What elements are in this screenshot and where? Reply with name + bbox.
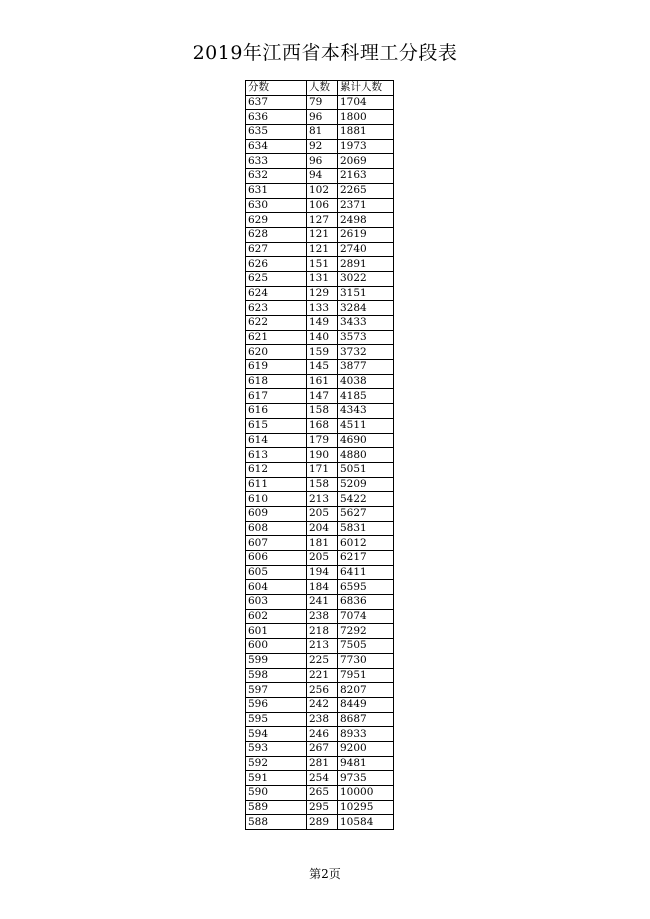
table-row <box>246 727 394 742</box>
table-row <box>246 741 394 756</box>
table-row <box>246 286 394 301</box>
score-cell: 615 <box>246 418 307 433</box>
count-cell: 94 <box>307 169 338 184</box>
cumulative-cell: 8449 <box>338 697 394 712</box>
table-row <box>246 448 394 463</box>
cumulative-cell: 9481 <box>338 756 394 771</box>
table-row <box>246 301 394 316</box>
table-row <box>246 477 394 492</box>
table-row <box>246 639 394 654</box>
table-row <box>246 536 394 551</box>
count-cell: 147 <box>307 389 338 404</box>
cumulative-cell: 2619 <box>338 227 394 242</box>
cumulative-cell: 7292 <box>338 624 394 639</box>
score-cell: 626 <box>246 257 307 272</box>
score-cell: 600 <box>246 639 307 654</box>
count-cell: 149 <box>307 316 338 331</box>
table-row <box>246 624 394 639</box>
score-cell: 594 <box>246 727 307 742</box>
score-cell: 606 <box>246 551 307 566</box>
table-row <box>246 800 394 815</box>
table-row <box>246 154 394 169</box>
score-cell: 636 <box>246 110 307 125</box>
count-cell: 79 <box>307 95 338 110</box>
score-cell: 637 <box>246 95 307 110</box>
table-row <box>246 815 394 830</box>
count-cell: 289 <box>307 815 338 830</box>
score-cell: 599 <box>246 653 307 668</box>
table-row <box>246 609 394 624</box>
cumulative-cell: 8933 <box>338 727 394 742</box>
cumulative-cell: 7074 <box>338 609 394 624</box>
count-cell: 184 <box>307 580 338 595</box>
count-cell: 205 <box>307 506 338 521</box>
cumulative-cell: 1704 <box>338 95 394 110</box>
count-cell: 102 <box>307 183 338 198</box>
cumulative-cell: 3877 <box>338 360 394 375</box>
count-cell: 158 <box>307 477 338 492</box>
table-row <box>246 139 394 154</box>
score-cell: 633 <box>246 154 307 169</box>
score-cell: 623 <box>246 301 307 316</box>
cumulative-cell: 4690 <box>338 433 394 448</box>
count-cell: 194 <box>307 565 338 580</box>
header-count: 人数 <box>307 81 338 96</box>
score-cell: 628 <box>246 227 307 242</box>
table-row <box>246 316 394 331</box>
table-row <box>246 330 394 345</box>
count-cell: 254 <box>307 771 338 786</box>
score-cell: 621 <box>246 330 307 345</box>
table-row <box>246 360 394 375</box>
cumulative-cell: 2891 <box>338 257 394 272</box>
score-cell: 591 <box>246 771 307 786</box>
cumulative-cell: 6411 <box>338 565 394 580</box>
table-row <box>246 271 394 286</box>
count-cell: 281 <box>307 756 338 771</box>
count-cell: 92 <box>307 139 338 154</box>
cumulative-cell: 1881 <box>338 125 394 140</box>
cumulative-cell: 4343 <box>338 404 394 419</box>
score-cell: 627 <box>246 242 307 257</box>
count-cell: 133 <box>307 301 338 316</box>
page-title: 2019年江西省本科理工分段表 <box>192 42 458 64</box>
cumulative-cell: 5051 <box>338 462 394 477</box>
cumulative-cell: 5422 <box>338 492 394 507</box>
table-row <box>246 389 394 404</box>
count-cell: 158 <box>307 404 338 419</box>
score-cell: 625 <box>246 271 307 286</box>
count-cell: 181 <box>307 536 338 551</box>
count-cell: 190 <box>307 448 338 463</box>
table-row <box>246 712 394 727</box>
cumulative-cell: 10295 <box>338 800 394 815</box>
score-cell: 603 <box>246 595 307 610</box>
score-cell: 630 <box>246 198 307 213</box>
count-cell: 218 <box>307 624 338 639</box>
count-cell: 159 <box>307 345 338 360</box>
cumulative-cell: 4880 <box>338 448 394 463</box>
score-cell: 616 <box>246 404 307 419</box>
score-cell: 598 <box>246 668 307 683</box>
table-row <box>246 198 394 213</box>
count-cell: 151 <box>307 257 338 272</box>
score-cell: 589 <box>246 800 307 815</box>
cumulative-cell: 2163 <box>338 169 394 184</box>
score-distribution-table <box>245 80 394 830</box>
cumulative-cell: 3284 <box>338 301 394 316</box>
score-cell: 635 <box>246 125 307 140</box>
table-row <box>246 418 394 433</box>
count-cell: 161 <box>307 374 338 389</box>
table-row <box>246 183 394 198</box>
table-row <box>246 374 394 389</box>
table-row <box>246 521 394 536</box>
score-cell: 619 <box>246 360 307 375</box>
table-row <box>246 786 394 801</box>
cumulative-cell: 2069 <box>338 154 394 169</box>
cumulative-cell: 5831 <box>338 521 394 536</box>
count-cell: 168 <box>307 418 338 433</box>
score-cell: 588 <box>246 815 307 830</box>
count-cell: 221 <box>307 668 338 683</box>
score-cell: 617 <box>246 389 307 404</box>
table-row <box>246 433 394 448</box>
table-row <box>246 110 394 125</box>
score-cell: 632 <box>246 169 307 184</box>
table-row <box>246 125 394 140</box>
score-cell: 607 <box>246 536 307 551</box>
cumulative-cell: 3433 <box>338 316 394 331</box>
count-cell: 205 <box>307 551 338 566</box>
count-cell: 129 <box>307 286 338 301</box>
score-cell: 595 <box>246 712 307 727</box>
count-cell: 238 <box>307 609 338 624</box>
count-cell: 96 <box>307 110 338 125</box>
table-row <box>246 242 394 257</box>
cumulative-cell: 6217 <box>338 551 394 566</box>
score-cell: 590 <box>246 786 307 801</box>
table-body <box>246 95 394 829</box>
table-row <box>246 756 394 771</box>
count-cell: 238 <box>307 712 338 727</box>
cumulative-cell: 5209 <box>338 477 394 492</box>
cumulative-cell: 5627 <box>338 506 394 521</box>
table-row <box>246 227 394 242</box>
count-cell: 204 <box>307 521 338 536</box>
score-cell: 597 <box>246 683 307 698</box>
table-row <box>246 492 394 507</box>
cumulative-cell: 1973 <box>338 139 394 154</box>
cumulative-cell: 3573 <box>338 330 394 345</box>
score-cell: 614 <box>246 433 307 448</box>
table-row <box>246 697 394 712</box>
page-number: 第2页 <box>309 867 341 881</box>
cumulative-cell: 7505 <box>338 639 394 654</box>
cumulative-cell: 1800 <box>338 110 394 125</box>
cumulative-cell: 6012 <box>338 536 394 551</box>
count-cell: 213 <box>307 639 338 654</box>
count-cell: 121 <box>307 242 338 257</box>
cumulative-cell: 9735 <box>338 771 394 786</box>
cumulative-cell: 2498 <box>338 213 394 228</box>
cumulative-cell: 7951 <box>338 668 394 683</box>
score-cell: 604 <box>246 580 307 595</box>
cumulative-cell: 7730 <box>338 653 394 668</box>
count-cell: 241 <box>307 595 338 610</box>
count-cell: 145 <box>307 360 338 375</box>
table-row <box>246 462 394 477</box>
score-cell: 602 <box>246 609 307 624</box>
header-cumulative: 累计人数 <box>338 81 394 96</box>
count-cell: 225 <box>307 653 338 668</box>
table-row <box>246 169 394 184</box>
count-cell: 81 <box>307 125 338 140</box>
count-cell: 242 <box>307 697 338 712</box>
score-cell: 611 <box>246 477 307 492</box>
count-cell: 213 <box>307 492 338 507</box>
table-row <box>246 580 394 595</box>
score-cell: 612 <box>246 462 307 477</box>
count-cell: 256 <box>307 683 338 698</box>
count-cell: 179 <box>307 433 338 448</box>
cumulative-cell: 2740 <box>338 242 394 257</box>
cumulative-cell: 9200 <box>338 741 394 756</box>
table-row <box>246 551 394 566</box>
score-cell: 608 <box>246 521 307 536</box>
count-cell: 106 <box>307 198 338 213</box>
score-cell: 610 <box>246 492 307 507</box>
table-row <box>246 257 394 272</box>
table-row <box>246 565 394 580</box>
score-cell: 620 <box>246 345 307 360</box>
table-row <box>246 683 394 698</box>
cumulative-cell: 3732 <box>338 345 394 360</box>
table-row <box>246 506 394 521</box>
header-score: 分数 <box>246 81 307 96</box>
score-cell: 618 <box>246 374 307 389</box>
count-cell: 131 <box>307 271 338 286</box>
count-cell: 267 <box>307 741 338 756</box>
cumulative-cell: 4185 <box>338 389 394 404</box>
cumulative-cell: 10000 <box>338 786 394 801</box>
count-cell: 246 <box>307 727 338 742</box>
table-row <box>246 345 394 360</box>
cumulative-cell: 3022 <box>338 271 394 286</box>
score-cell: 593 <box>246 741 307 756</box>
score-cell: 624 <box>246 286 307 301</box>
score-cell: 601 <box>246 624 307 639</box>
cumulative-cell: 2371 <box>338 198 394 213</box>
table-row <box>246 653 394 668</box>
table-row <box>246 771 394 786</box>
count-cell: 127 <box>307 213 338 228</box>
score-cell: 596 <box>246 697 307 712</box>
table-row <box>246 213 394 228</box>
table-header-row <box>246 81 394 96</box>
cumulative-cell: 8687 <box>338 712 394 727</box>
count-cell: 96 <box>307 154 338 169</box>
score-cell: 592 <box>246 756 307 771</box>
score-cell: 622 <box>246 316 307 331</box>
score-cell: 605 <box>246 565 307 580</box>
table-row <box>246 404 394 419</box>
cumulative-cell: 8207 <box>338 683 394 698</box>
count-cell: 171 <box>307 462 338 477</box>
score-cell: 631 <box>246 183 307 198</box>
count-cell: 140 <box>307 330 338 345</box>
cumulative-cell: 3151 <box>338 286 394 301</box>
cumulative-cell: 4038 <box>338 374 394 389</box>
table-row <box>246 595 394 610</box>
count-cell: 121 <box>307 227 338 242</box>
cumulative-cell: 6595 <box>338 580 394 595</box>
cumulative-cell: 10584 <box>338 815 394 830</box>
table-row <box>246 95 394 110</box>
cumulative-cell: 2265 <box>338 183 394 198</box>
cumulative-cell: 4511 <box>338 418 394 433</box>
count-cell: 295 <box>307 800 338 815</box>
cumulative-cell: 6836 <box>338 595 394 610</box>
score-cell: 634 <box>246 139 307 154</box>
score-cell: 609 <box>246 506 307 521</box>
score-cell: 613 <box>246 448 307 463</box>
count-cell: 265 <box>307 786 338 801</box>
score-cell: 629 <box>246 213 307 228</box>
table-row <box>246 668 394 683</box>
